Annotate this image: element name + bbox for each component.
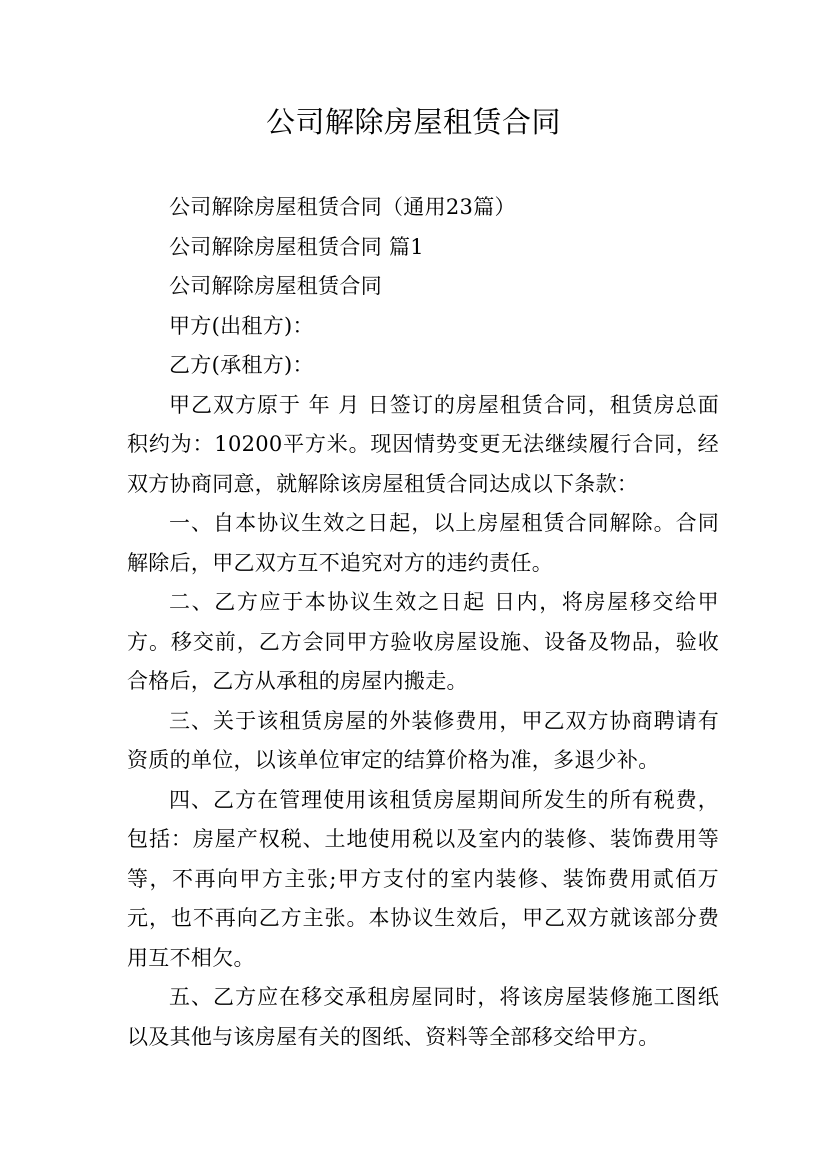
- contract-name-line: 公司解除房屋租赁合同: [169, 274, 382, 298]
- party-a-line: 甲方(出租方)：: [169, 313, 314, 338]
- clause-4: 四、乙方在管理使用该租赁房屋期间所发生的所有税费，包括：房屋产权税、土地使用税以及室内的装修、装饰费用等等，不再向甲方主张;甲方支付的室内装修、装饰费用贰佰万元，也不再向乙方主张。本协议生效后，甲乙双方就该部分费用互不相欠。: [127, 787, 719, 970]
- document-body: [127, 188, 719, 1057]
- document-title: 公司解除房屋租赁合同: [265, 105, 561, 139]
- clause-2: 二、乙方应于本协议生效之日起 日内，将房屋移交给甲方。移交前，乙方会同甲方验收房屋设施、设备及物品，验收合格后，乙方从承租的房屋内搬走。: [127, 590, 719, 693]
- clause-3: 三、关于该租赁房屋的外装修费用，甲乙双方协商聘请有资质的单位，以该单位审定的结算价格为准，多退少补。: [127, 708, 719, 772]
- clause-1: 一、自本协议生效之日起，以上房屋租赁合同解除。合同解除后，甲乙双方互不追究对方的违约责任。: [127, 511, 719, 575]
- clause-5: 五、乙方应在移交承租房屋同时，将该房屋装修施工图纸以及其他与该房屋有关的图纸、资料等全部移交给甲方。: [127, 985, 719, 1049]
- subtitle-paragraph: 公司解除房屋租赁合同（通用23篇）: [169, 195, 516, 219]
- preamble-paragraph: 甲乙双方原于 年 月 日签订的房屋租赁合同，租赁房总面积约为：10200平方米。现因情势变更无法继续履行合同，经双方协商同意，就解除该房屋租赁合同达成以下条款：: [127, 392, 719, 496]
- party-b-line: 乙方(承租方)：: [169, 353, 314, 377]
- section-heading: 公司解除房屋租赁合同 篇1: [169, 234, 424, 259]
